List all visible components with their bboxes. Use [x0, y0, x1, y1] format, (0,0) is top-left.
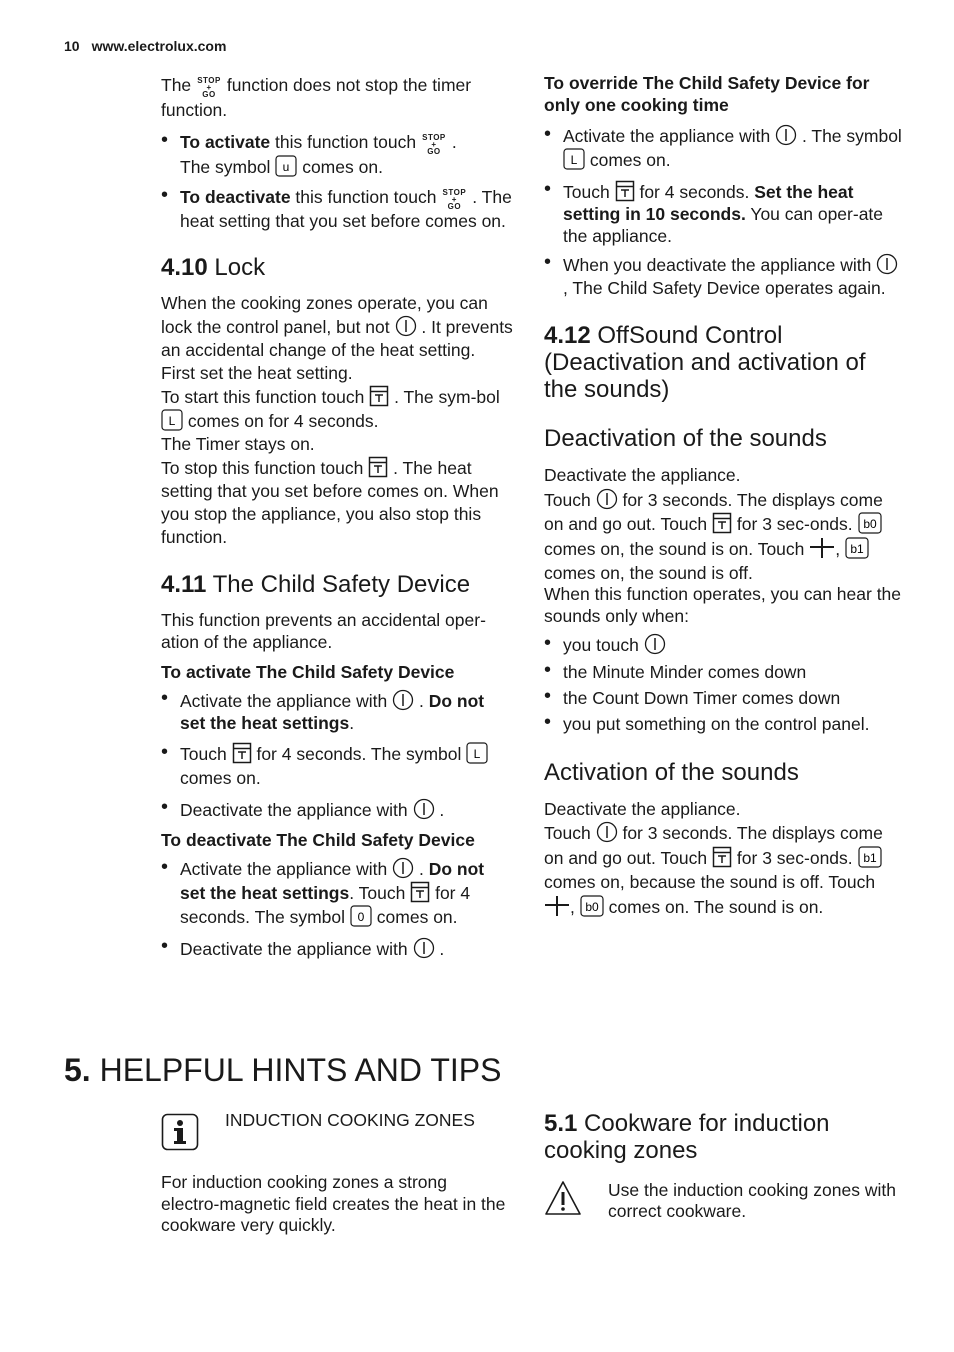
list-item: • Activate the appliance with . Do not set the heat settings.: [161, 687, 485, 733]
lock-key-icon: [712, 512, 732, 534]
power-icon: [644, 633, 666, 655]
power-icon: [395, 315, 417, 337]
list-item: • Activate the appliance with . The symbol L comes on.: [544, 123, 902, 170]
stop-go-icon: STOP + GO: [197, 76, 221, 99]
symbol-l-icon: [161, 409, 183, 431]
stop-go-icon: STOP + GO: [422, 133, 446, 156]
svg-text:0: 0: [357, 910, 365, 924]
symbol-u-icon: [275, 155, 297, 177]
lock-key-icon: [712, 846, 732, 868]
power-icon: [596, 821, 618, 843]
page-number: 10: [64, 38, 80, 54]
power-icon: [876, 253, 898, 275]
deactivation-sounds-title: Deactivation of the sounds: [544, 425, 827, 452]
svg-text:u: u: [282, 160, 290, 174]
stopgo-intro: The STOP + GO function does not stop the timer function.: [161, 75, 472, 120]
info-label: INDUCTION COOKING ZONES: [225, 1110, 475, 1130]
power-icon: [596, 488, 618, 510]
csd-activate-heading: To activate The Child Safety Device: [161, 662, 455, 682]
csd-deactivate-heading: To deactivate The Child Safety Device: [161, 830, 475, 850]
lock-key-icon: [615, 180, 635, 202]
right-column: [544, 72, 902, 919]
svg-text:b1: b1: [850, 541, 864, 556]
list-item: • the Count Down Timer comes down: [544, 684, 841, 708]
activation-sounds-paragraph: Deactivate the appliance. Touch for 3 seconds. The displays come on and go out. Touch for 3 sec-onds. b1 comes on, because the sound is off. Touch , b0 comes on. The sound is on.: [544, 798, 883, 917]
list-item: • Deactivate the appliance with .: [161, 935, 445, 959]
lock-key-icon: [410, 881, 430, 903]
display-b0-icon: [858, 512, 882, 534]
header-url[interactable]: www.electrolux.com: [91, 38, 227, 54]
display-b1-icon: [845, 537, 869, 559]
list-item: • Touch for 4 seconds. Set the heat setting in 10 seconds. You can oper-ate the appliance.: [544, 178, 884, 246]
svg-text:b1: b1: [862, 850, 877, 865]
list-item: • When you deactivate the appliance with , The Child Safety Device operates again.: [544, 253, 902, 300]
power-icon: [775, 124, 797, 146]
power-icon: [392, 689, 414, 711]
deactivation-sounds-note: When this function operates, you can hear the sounds only when:: [544, 583, 902, 626]
svg-text:b0: b0: [862, 517, 877, 531]
list-item: • you touch: [544, 633, 902, 657]
section-title-4-12: 4.12 OffSound Control (Deactivation and activation of the sounds): [544, 322, 866, 403]
symbol-l-icon: [563, 148, 585, 170]
stop-go-icon: STOP + GO: [442, 188, 467, 211]
svg-text:b0: b0: [585, 899, 599, 914]
plus-icon: [809, 537, 835, 559]
info-text: For induction cooking zones a strong electro-magnetic field creates the heat in the cookware very quickly.: [161, 1172, 506, 1235]
svg-text:L: L: [570, 153, 578, 167]
list-item: • you put something on the control panel.: [544, 710, 870, 734]
section-title-4-10: 4.10 Lock: [161, 254, 266, 281]
power-icon: [392, 857, 414, 879]
svg-text:L: L: [168, 414, 176, 428]
list-item: • To deactivate this function touch STOP + GO . The heat setting that you set before comes on.: [161, 184, 512, 231]
section-title-4-11: 4.11 The Child Safety Device: [161, 571, 471, 598]
plus-icon: [544, 895, 570, 917]
display-b1-icon: [858, 846, 882, 868]
list-item: • the Minute Minder comes down: [544, 658, 807, 682]
warning-icon: [544, 1180, 582, 1216]
info-text-block: [161, 1172, 506, 1237]
section-5-1: [544, 1110, 904, 1164]
override-heading: To override The Child Safety Device for only one cooking time: [544, 73, 870, 115]
page-header: [64, 38, 226, 54]
lock-key-icon: [369, 385, 389, 407]
lock-paragraph: When the cooking zones operate, you can lock the control panel, but not . It prevents an accidental change of the heat setting. First set the heat setting. To start this function touch . The sym-bol L comes on for 4 seconds. The Timer stays on. To stop this function touch . The heat setting that you set before comes on. When you stop the appliance, you also stop this function.: [161, 293, 513, 547]
symbol-l-icon: [466, 742, 488, 764]
power-icon: [413, 937, 435, 959]
list-item: • Deactivate the appliance with .: [161, 796, 445, 820]
list-item: • To activate this function touch STOP + GO . The symbol u comes on.: [161, 129, 457, 177]
activation-sounds-title: Activation of the sounds: [544, 758, 799, 786]
warning-text: Use the induction cooking zones with correct cookware.: [608, 1180, 896, 1221]
section-title-5-1: 5.1 Cookware for induction cooking zones: [544, 1110, 830, 1164]
info-box: [161, 1113, 199, 1156]
power-icon: [413, 798, 435, 820]
deactivation-sounds-paragraph: Deactivate the appliance. Touch for 3 seconds. The displays come on and go out. Touch for 3 sec-onds. b0 comes on, the sound is on. Touch , b1 comes on, the sound is off.: [544, 465, 883, 583]
left-column: [161, 73, 513, 960]
list-item: • Touch for 4 seconds. The symbol L comes on.: [161, 742, 513, 790]
csd-intro: This function prevents an accidental oper-ation of the appliance.: [161, 610, 486, 652]
lock-key-icon: [232, 742, 252, 764]
svg-text:L: L: [473, 747, 481, 761]
lock-key-icon: [368, 456, 388, 478]
display-b0-icon: [580, 895, 604, 917]
info-icon: [161, 1113, 199, 1151]
symbol-0-icon: [350, 905, 372, 927]
chapter-title-5: 5. HELPFUL HINTS AND TIPS: [64, 1052, 502, 1088]
list-item: • Activate the appliance with . Do not set the heat settings. Touch for 4 seconds. The symbol 0 comes on.: [161, 856, 485, 927]
